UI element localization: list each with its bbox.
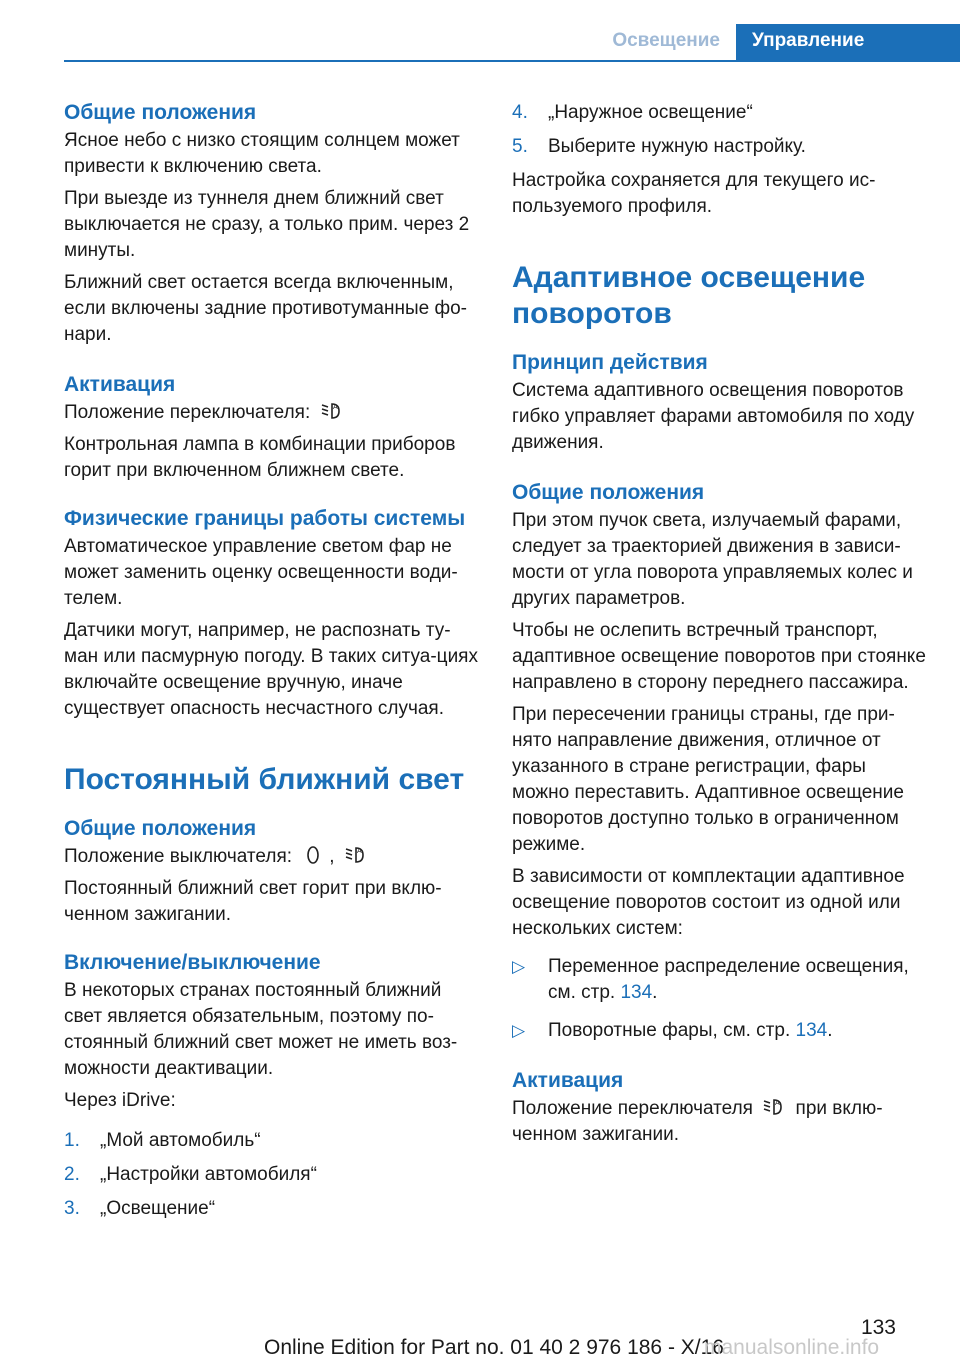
triangle-bullet-icon: ▷ xyxy=(512,1021,526,1040)
tab-lighting[interactable]: Освещение xyxy=(612,30,720,51)
chapter-title-adaptive-lighting: Адаптивное освещение поворотов xyxy=(512,261,866,330)
list-item: ▷ Переменное распределение освещения, см. стр. 134. xyxy=(512,956,909,1003)
section-title-general: Общие положения xyxy=(64,101,257,124)
section-title-principle: Принцип действия xyxy=(512,351,708,374)
paragraph: При пересечении границы страны, где при‐нято направление движения, отличное от указанного в стране регистрации, фары можно переставить. Адаптивное освещение поворотов доступно только в ограниченном режиме. xyxy=(512,704,904,855)
paragraph-switch-position xyxy=(64,400,478,426)
list-item: 5. Выберите нужную настройку. xyxy=(512,136,806,157)
left-column xyxy=(64,100,478,1222)
auto-headlight-icon xyxy=(344,844,368,866)
page-link[interactable]: 134 xyxy=(620,982,653,1003)
page-number: 133 xyxy=(860,1316,896,1339)
paragraph: Контрольная лампа в комбинации приборов горит при включенном ближнем свете. xyxy=(64,434,456,481)
section-title-activation-2: Активация xyxy=(512,1069,624,1092)
list-item: ▷ Поворотные фары, см. стр. 134. xyxy=(512,1018,926,1044)
paragraph: При выезде из туннеля днем ближний свет выключается не сразу, а только прим. через 2 минуты. xyxy=(64,188,470,261)
paragraph-switch-positions xyxy=(64,844,478,870)
triangle-bullet-icon: ▷ xyxy=(512,957,526,976)
switch-zero-icon xyxy=(301,844,325,866)
list-item: 2. „Настройки автомобиля“ xyxy=(64,1164,317,1185)
list-item: 3. „Освещение“ xyxy=(64,1198,216,1219)
page-link[interactable]: 134 xyxy=(795,1020,828,1041)
paragraph: В зависимости от комплектации адаптивное освещение поворотов состоит из одной или нескольких систем: xyxy=(512,866,905,939)
paragraph: Через iDrive: xyxy=(64,1090,176,1111)
list-item: 1. „Мой автомобиль“ xyxy=(64,1130,261,1151)
section-title-general-3: Общие положения xyxy=(512,481,705,504)
section-title-activation: Активация xyxy=(64,373,176,396)
svg-text:A: A xyxy=(332,404,338,411)
section-title-general-2: Общие положения xyxy=(64,817,257,840)
paragraph: При этом пучок света, излучаемый фарами, следует за траекторией движения в зависи‐мости от угла поворота управляемых колес и других параметров. xyxy=(512,510,913,609)
edition-text: Online Edition for Part no. 01 40 2 976 186 - X/16 xyxy=(264,1336,724,1359)
steps-list xyxy=(512,100,926,160)
watermark: manualsonline.info xyxy=(704,1336,880,1359)
paragraph: Чтобы не ослепить встречный транспорт, адаптивное освещение поворотов при стоянке направлено в сторону переднего пассажира. xyxy=(512,620,926,693)
paragraph: Ближний свет остается всегда включенным, если включены задние противотуманные фо‐нари. xyxy=(64,272,467,345)
footer xyxy=(0,1316,960,1362)
svg-text:A: A xyxy=(356,848,362,855)
right-column xyxy=(512,100,926,1148)
paragraph: Постоянный ближний свет горит при вклю‐ченном зажигании. xyxy=(64,878,442,925)
list-item: 4. „Наружное освещение“ xyxy=(512,102,753,123)
bullet-list xyxy=(512,954,926,1044)
switch-label: Положение выключателя: xyxy=(64,846,293,867)
steps-list xyxy=(64,1128,478,1222)
section-title-limits: Физические границы работы системы xyxy=(64,507,466,530)
section-title-on-off: Включение/выключение xyxy=(64,951,321,974)
paragraph: Настройка сохраняется для текущего ис‐пользуемого профиля. xyxy=(512,170,876,217)
separator: , xyxy=(329,846,335,867)
paragraph: Автоматическое управление светом фар не может заменить оценку освещенности води‐телем. xyxy=(64,536,458,609)
chapter-title-daytime-lights: Постоянный ближний свет xyxy=(64,763,465,796)
auto-headlight-icon xyxy=(762,1096,786,1118)
paragraph: Датчики могут, например, не распознать ту‐ман или пасмурную погоду. В таких ситуа‐циях включайте освещение вручную, иначе существует опасность несчастного случая. xyxy=(64,620,478,719)
paragraph: Ясное небо с низко стоящим солнцем может привести к включению света. xyxy=(64,130,460,177)
switch-label: Положение переключателя: xyxy=(64,402,311,423)
paragraph: В некоторых странах постоянный ближний свет является обязательным, поэтому по‐стоянный ближний свет может не иметь воз‐можности деактивации. xyxy=(64,980,458,1079)
paragraph: Система адаптивного освещения поворотов гибко управляет фарами автомобиля по ходу движения. xyxy=(512,380,915,453)
paragraph-switch-position: Положение переключателя A при вклю‐ченном зажигании. xyxy=(512,1098,883,1145)
auto-headlight-icon xyxy=(320,400,344,422)
svg-text:A: A xyxy=(775,1100,780,1107)
tab-controls[interactable]: Управление xyxy=(736,24,960,62)
